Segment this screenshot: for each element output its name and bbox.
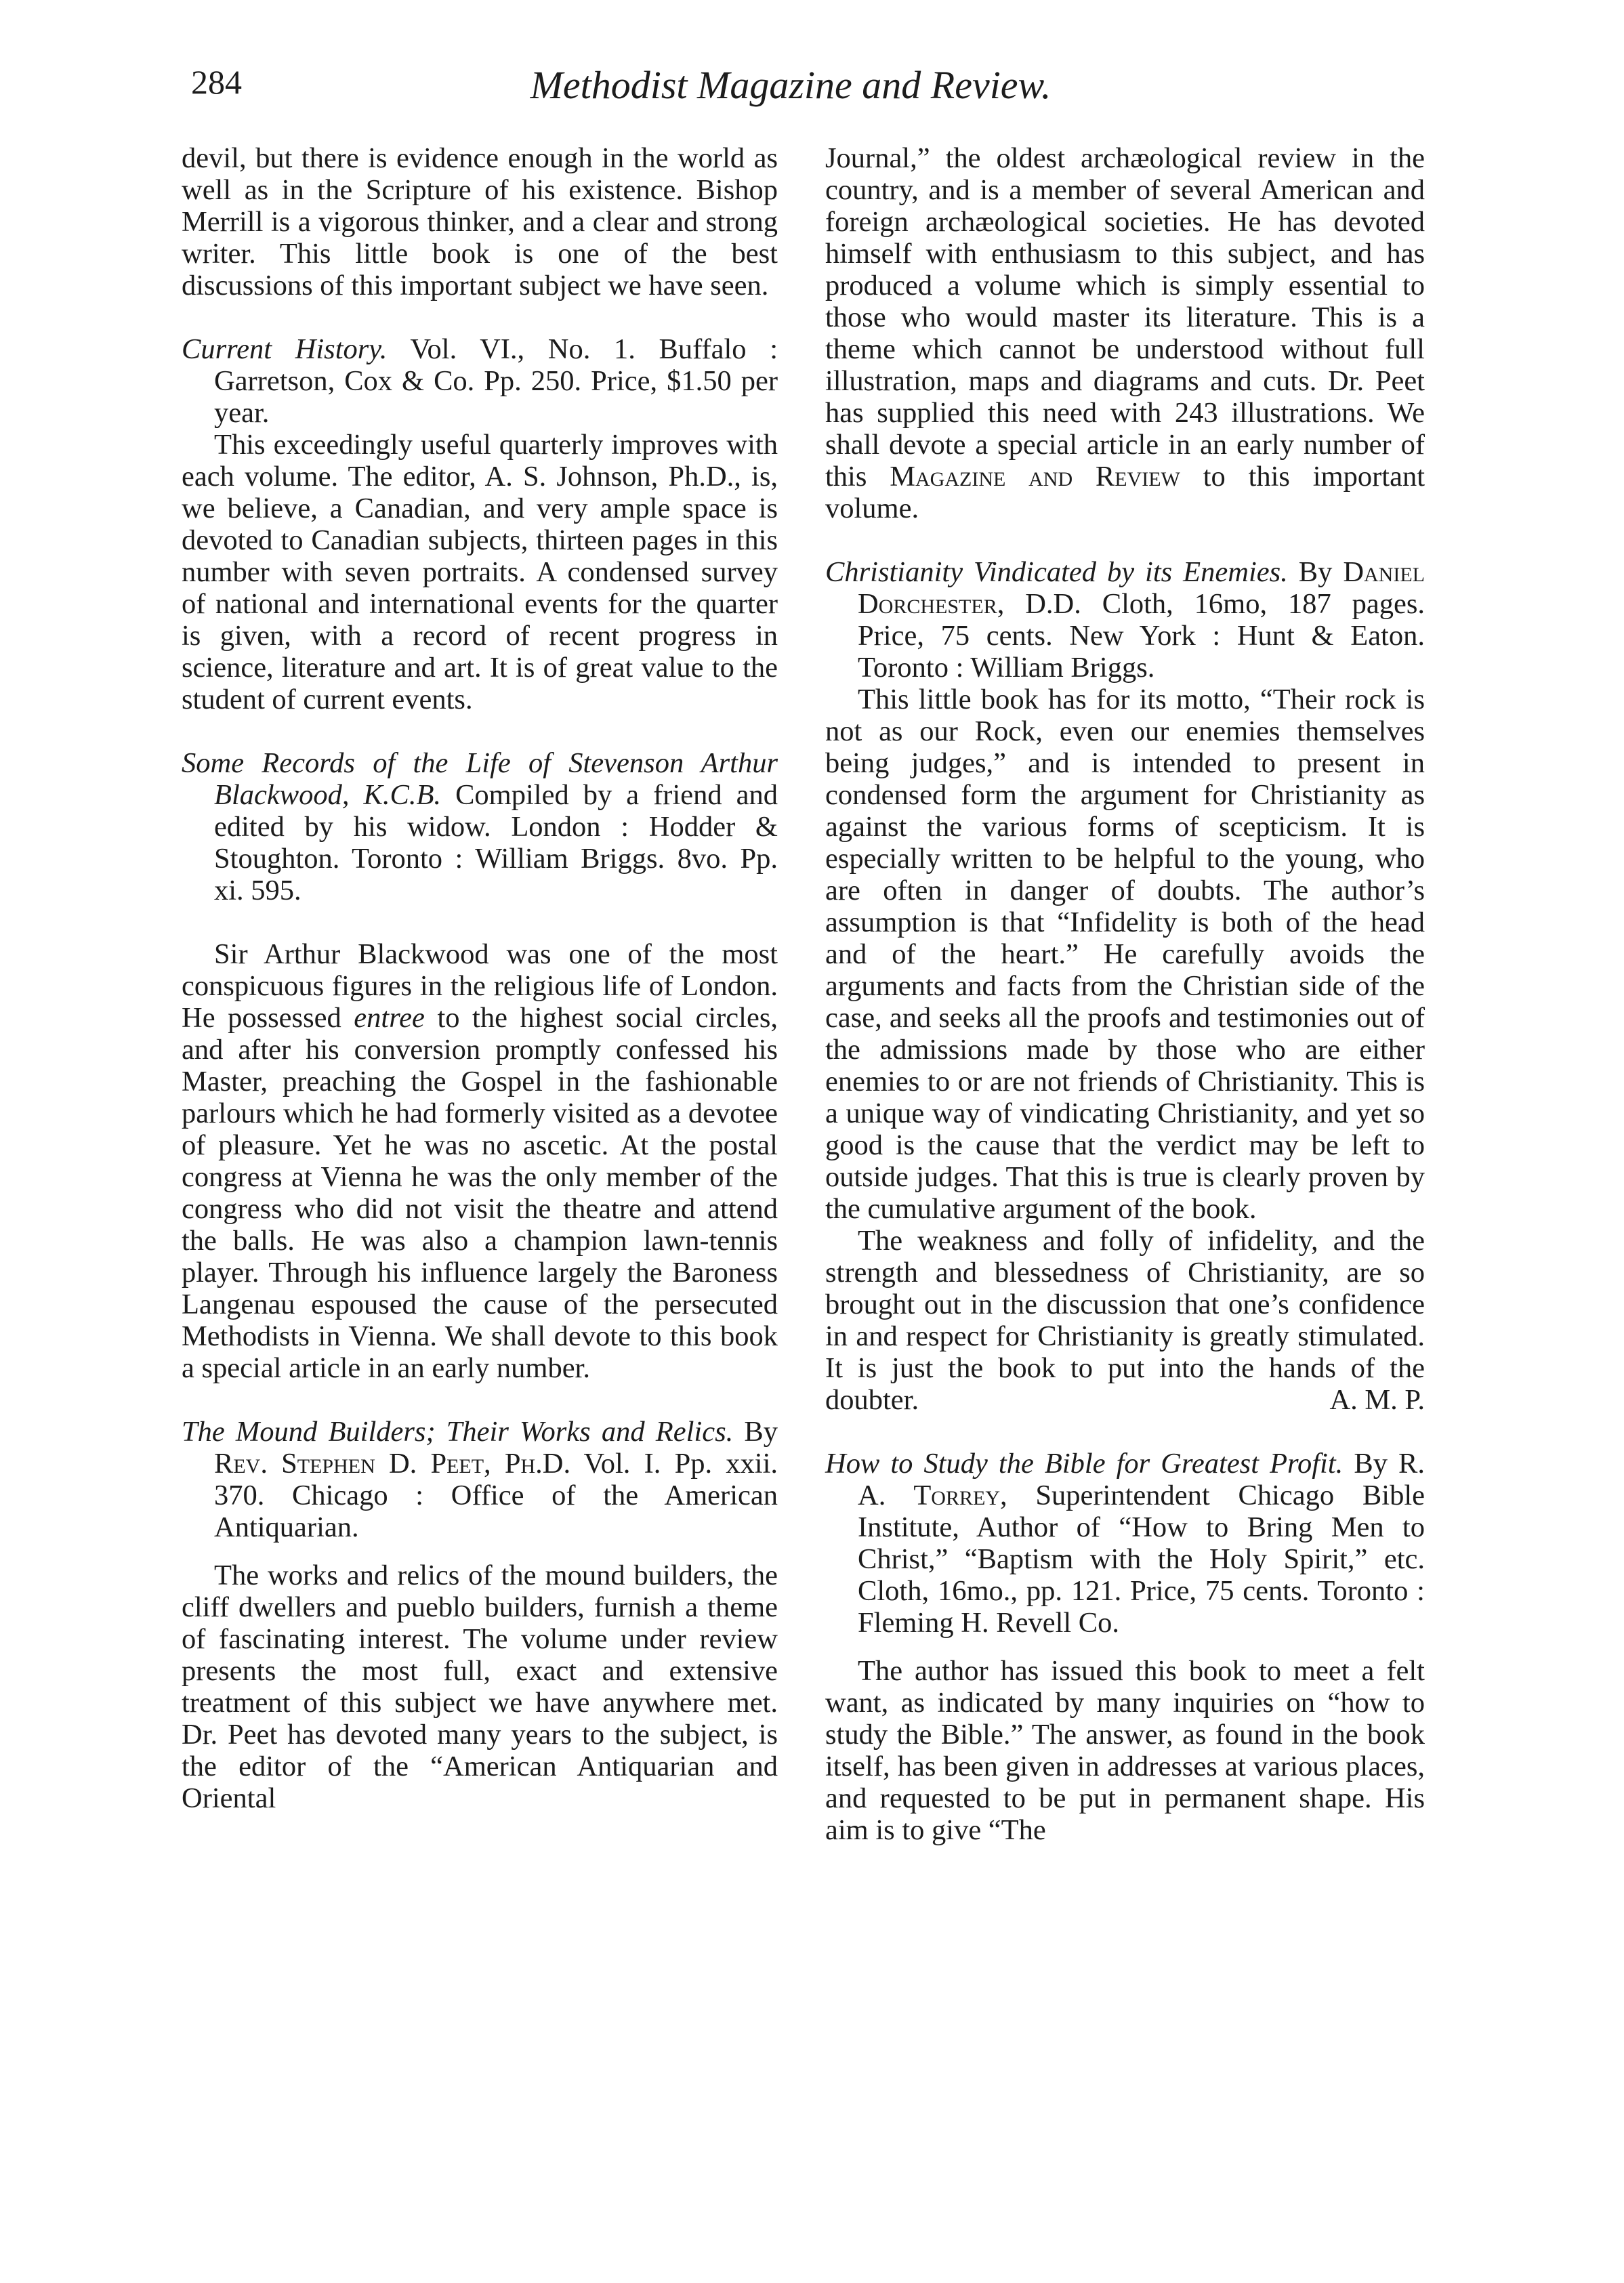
intro-paragraph: devil, but there is evidence enough in the world as well as in the Scripture of his existence. Bishop Merrill is a vigorous thinker, and a clear and strong writer. This little book is one of the best discussions of this important subject we have seen.	[182, 142, 778, 301]
left-column	[182, 142, 778, 1814]
review-body	[182, 938, 778, 1384]
review-title: Some Records of the Life of Stevenson Arthur Blackwood, K.C.B.	[182, 747, 778, 811]
review-citation	[825, 1448, 1425, 1639]
body-text: The weakness and folly of infidelity, and the strength and blessedness of Christianity, are so brought out in the discussion that one’s confidence in and respect for Christianity is greatly stimulated. It is just the book to put into the hands of the doubter.	[825, 1225, 1425, 1416]
page-header	[178, 62, 1404, 117]
spacer	[182, 301, 778, 333]
review-title: How to Study the Bible for Greatest Profit.	[825, 1448, 1344, 1480]
review-title: The Mound Builders; Their Works and Relics.	[182, 1416, 734, 1448]
running-title: Methodist Magazine and Review.	[530, 63, 1052, 107]
spacer	[182, 906, 778, 938]
review-details: Cloth, 16mo, 187 pages. Price, 75 cents. New York : Hunt & Eaton. Toronto : William Briggs.	[858, 588, 1425, 684]
review-signature: A. M. P.	[1329, 1384, 1425, 1416]
review-author: R. A. Torrey,	[858, 1448, 1425, 1511]
review-details: Vol. VI., No. 1. Buffalo : Garretson, Cox & Co. Pp. 250. Price, $1.50 per year.	[214, 333, 778, 429]
magazine-name: Magazine and Review	[890, 461, 1180, 493]
review-by: By	[1298, 556, 1333, 588]
review-title: Current History.	[182, 333, 388, 365]
body-text: to the highest social circles, and after his conversion promptly confessed his Master, preaching the Gospel in the fashionable parlours which he had formerly visited as a devotee of pleasure. Yet he was no ascetic. At the postal congress at Vienna he was the only member of the congress who did not visit the theatre and attend the balls. He was also a champion lawn-tennis player. Through his influence largely the Baroness Langenau espoused the cause of the persecuted Methodists in Vienna. We shall devote to this book a special article in an early number.	[182, 1002, 778, 1384]
spacer	[825, 1416, 1425, 1448]
review-body	[825, 1225, 1425, 1416]
body-italic-word: entree	[354, 1002, 425, 1034]
right-column	[825, 142, 1425, 1846]
body-text: Journal,” the oldest archæological review in the country, and is a member of several American and foreign archæological societies. He has devoted himself with enthusiasm to this subject, and has produced a volume which is simply essential to those who would master its literature. This is a theme which cannot be understood without full illustration, maps and diagrams and cuts. Dr. Peet has supplied this need with 243 illustrations. We shall devote a special article in an early number of this	[825, 142, 1425, 493]
spacer	[182, 715, 778, 747]
review-by: By	[1354, 1448, 1388, 1480]
review-citation	[182, 1416, 778, 1543]
body-text: Sir Arthur Blackwood was one of the most conspicuous figures in the religious life of London. He possessed	[182, 938, 778, 1034]
review-details: Superintendent Chicago Bible Institute, Author of “How to Bring Men to Christ,” “Baptism with the Holy Spirit,” etc. Cloth, 16mo., pp. 121. Price, 75 cents. Toronto : Fleming H. Revell Co.	[858, 1480, 1425, 1639]
review-citation	[182, 333, 778, 429]
review-author: Rev. Stephen D. Peet, Ph.D.	[214, 1448, 571, 1480]
spacer	[182, 1543, 778, 1559]
review-author: Daniel Dorchester, D.D.	[858, 556, 1425, 620]
review-by: By	[744, 1416, 778, 1448]
review-citation	[825, 556, 1425, 684]
review-body: This exceedingly useful quarterly improves with each volume. The editor, A. S. Johnson, Ph.D., is, we believe, a Canadian, and very ample space is devoted to Canadian subjects, thirteen pages in this number with seven portraits. A condensed survey of national and international events for the quarter is given, with a record of recent progress in science, literature and art. It is of great value to the student of current events.	[182, 429, 778, 715]
spacer	[825, 1639, 1425, 1655]
review-citation	[182, 747, 778, 906]
review-details: Vol. I. Pp. xxii. 370. Chicago : Office of the American Antiquarian.	[214, 1448, 778, 1543]
spacer	[825, 524, 1425, 556]
page-number: 284	[191, 63, 242, 101]
spacer	[182, 1384, 778, 1416]
review-body: The author has issued this book to meet a felt want, as indicated by many inquiries on “how to study the Bible.” The answer, as found in the book itself, has been given in addresses at various places, and requested to be put in permanent shape. His aim is to give “The	[825, 1655, 1425, 1846]
continuation-paragraph	[825, 142, 1425, 524]
body-text: to this important volume.	[825, 461, 1425, 524]
review-details: Compiled by a friend and edited by his widow. London : Hodder & Stoughton. Toronto : William Briggs. 8vo. Pp. xi. 595.	[214, 779, 778, 906]
review-body: The works and relics of the mound builders, the cliff dwellers and pueblo builders, furnish a theme of fascinating interest. The volume under review presents the most full, exact and extensive treatment of this subject we have anywhere met. Dr. Peet has devoted many years to the subject, is the editor of the “American Antiquarian and Oriental	[182, 1559, 778, 1814]
review-body: This little book has for its motto, “Their rock is not as our Rock, even our enemies themselves being judges,” and is intended to present in condensed form the argument for Christianity as against the various forms of scepticism. It is especially written to be helpful to the young, who are often in danger of doubts. The author’s assumption is that “Infidelity is both of the head and of the heart.” He carefully avoids the arguments and facts from the Christian side of the case, and seeks all the proofs and testimonies out of the admissions made by those who are either enemies to or are not friends of Christianity. This is a unique way of vindicating Christianity, and yet so good is the cause that the verdict may be left to outside judges. That this is true is clearly proven by the cumulative argument of the book.	[825, 684, 1425, 1225]
review-title: Christianity Vindicated by its Enemies.	[825, 556, 1288, 588]
